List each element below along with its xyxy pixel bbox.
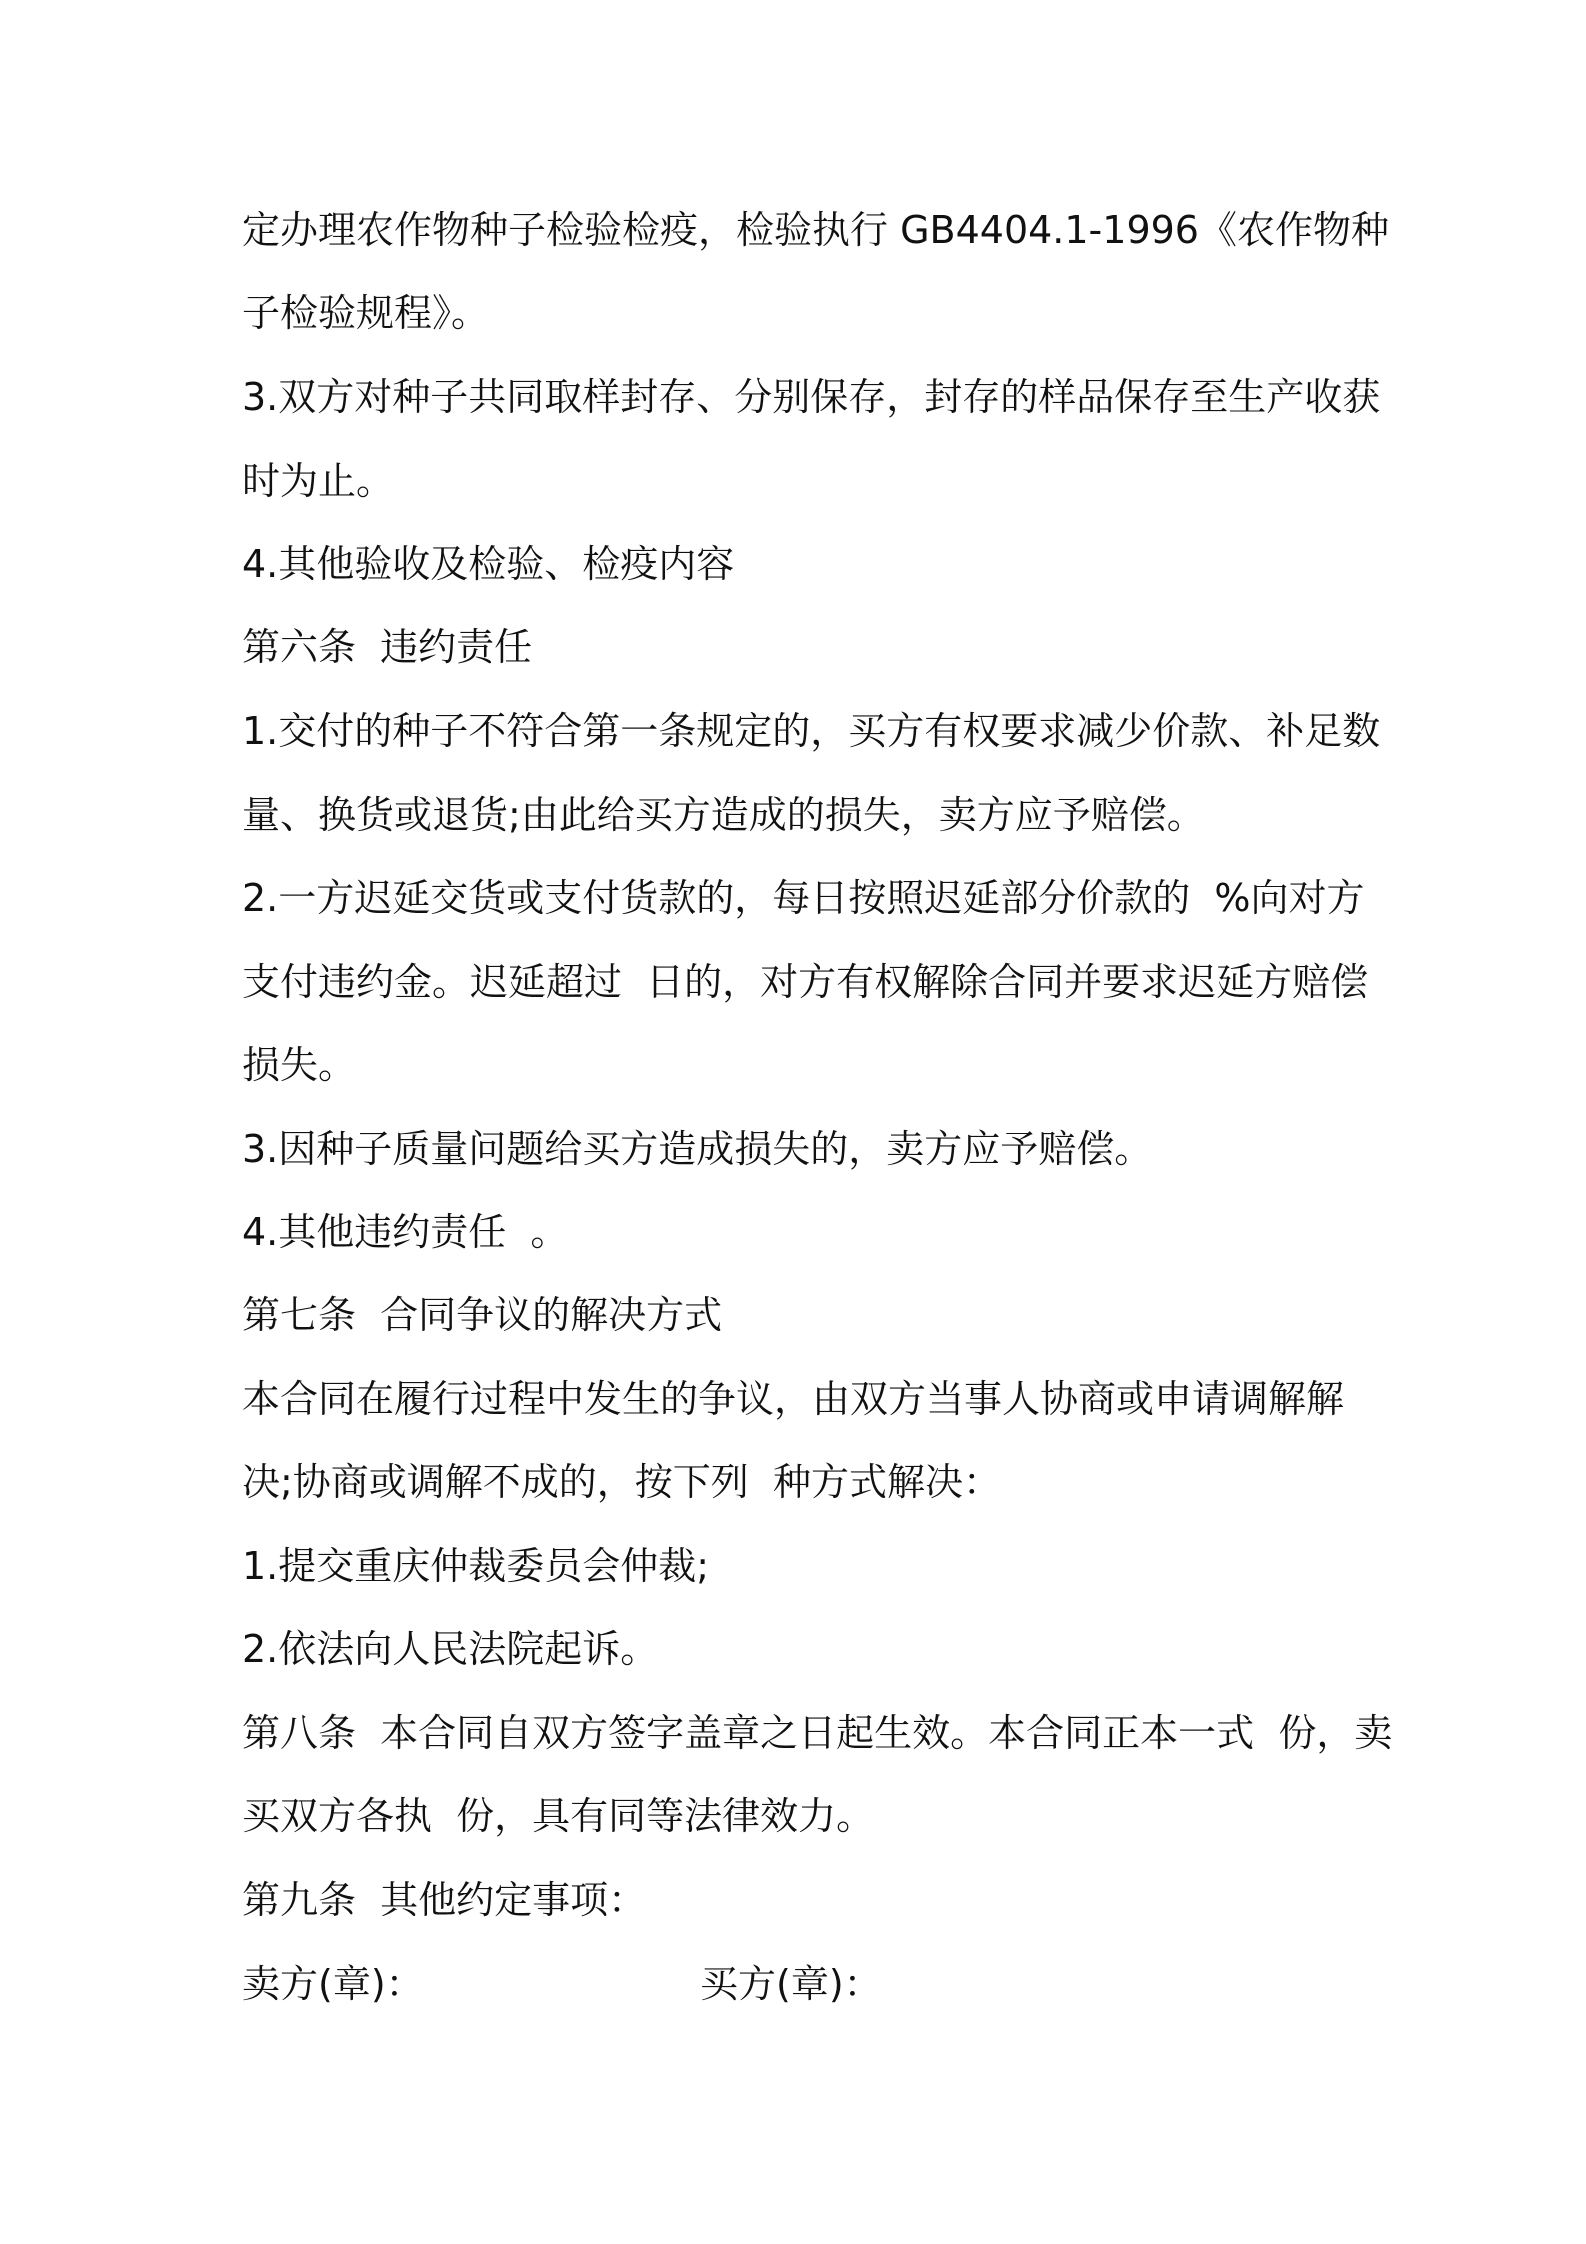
text-line: 4.其他违约责任 。 xyxy=(242,1210,569,1254)
text-line: 子检验规程》。 xyxy=(242,291,490,335)
text-line: 支付违约金。迟延超过 日的，对方有权解除合同并要求迟延方赔偿 xyxy=(242,960,1369,1004)
text-line: 1.提交重庆仲裁委员会仲裁; xyxy=(242,1544,710,1588)
buyer-signature-label: 买方(章)： xyxy=(700,1962,882,2006)
text-line: 2.依法向人民法院起诉。 xyxy=(242,1627,659,1671)
text-line: 3.双方对种子共同取样封存、分别保存，封存的样品保存至生产收获 xyxy=(242,375,1381,419)
text-line: 本合同在履行过程中发生的争议，由双方当事人协商或申请调解解 xyxy=(242,1377,1345,1421)
text-line: 买双方各执 份，具有同等法律效力。 xyxy=(242,1794,875,1838)
text-line: 2.一方迟延交货或支付货款的，每日按照迟延部分价款的 %向对方 xyxy=(242,876,1365,920)
text-line: 损失。 xyxy=(242,1043,357,1087)
text-line: 量、换货或退货;由此给买方造成的损失，卖方应予赔偿。 xyxy=(242,793,1205,837)
text-line: 1.交付的种子不符合第一条规定的，买方有权要求减少价款、补足数 xyxy=(242,709,1381,753)
text-line: 4.其他验收及检验、检疫内容 xyxy=(242,542,735,586)
section-heading: 第八条 本合同自双方签字盖章之日起生效。本合同正本一式 份，卖 xyxy=(242,1711,1393,1755)
seller-signature-label: 卖方(章)： xyxy=(242,1962,424,2006)
text-line: 3.因种子质量问题给买方造成损失的，卖方应予赔偿。 xyxy=(242,1127,1153,1171)
text-line: 决;协商或调解不成的，按下列 种方式解决： xyxy=(242,1460,1001,1504)
text-line: 时为止。 xyxy=(242,459,395,503)
text-line: 定办理农作物种子检验检疫，检验执行 GB4404.1-1996《农作物种 xyxy=(242,208,1389,252)
section-heading: 第九条 其他约定事项： xyxy=(242,1878,647,1922)
section-heading: 第七条 合同争议的解决方式 xyxy=(242,1293,723,1337)
section-heading: 第六条 违约责任 xyxy=(242,625,533,669)
